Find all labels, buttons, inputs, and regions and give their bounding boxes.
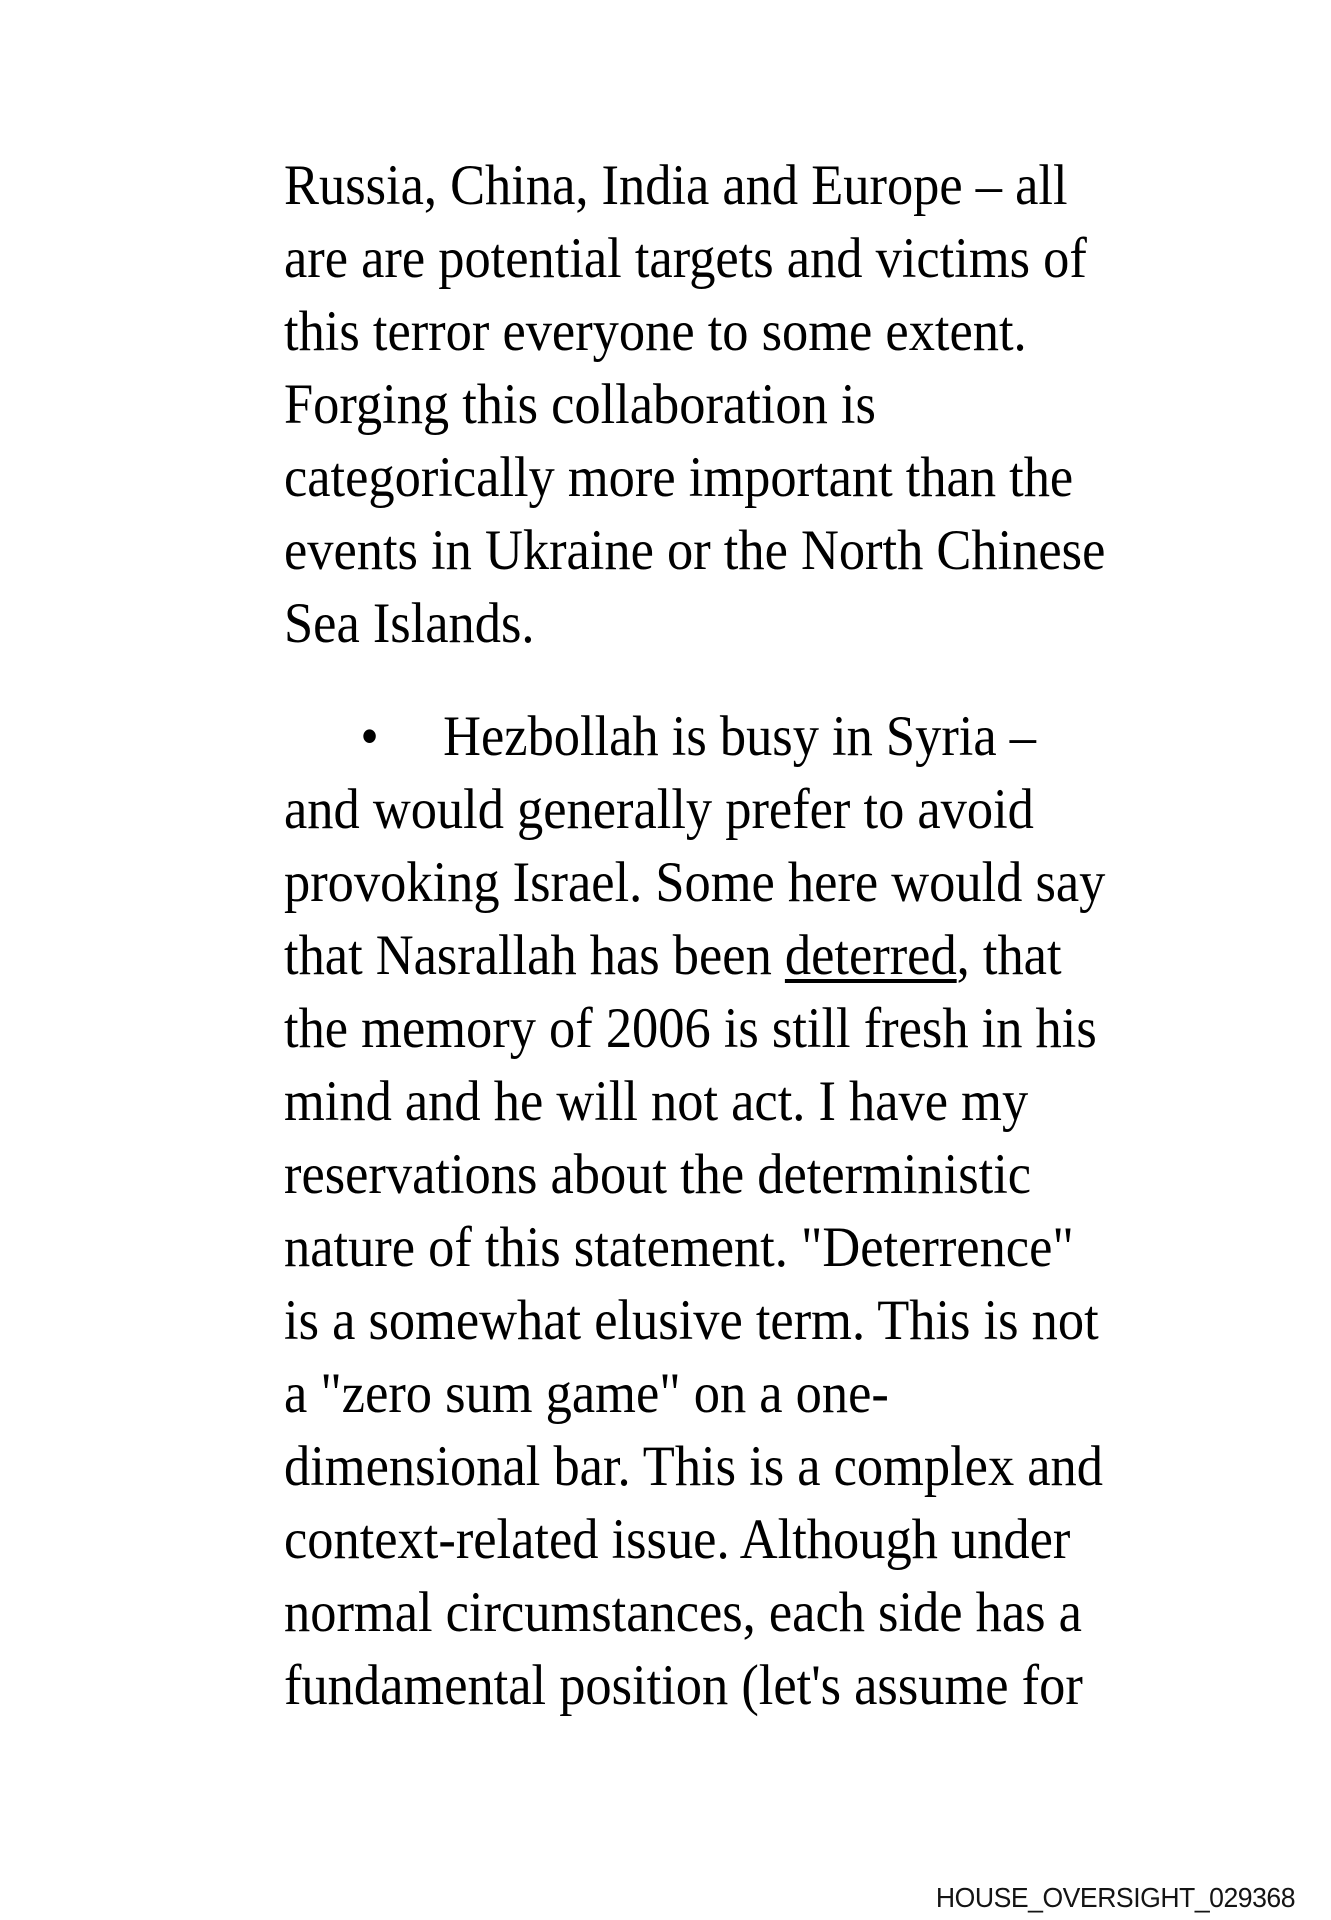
text-segment: the memory of 2006 is still fresh in his <box>284 997 1097 1060</box>
paragraph <box>284 700 1105 1722</box>
text-segment: and would generally prefer to avoid <box>284 778 1034 841</box>
text-segment: Sea Islands. <box>284 592 535 655</box>
text-segment: a "zero sum game" on a one- <box>284 1362 889 1425</box>
text-segment: Hezbollah is busy in Syria – <box>443 705 1036 768</box>
text-line <box>284 149 1105 222</box>
text-line <box>284 1284 1105 1357</box>
text-segment: nature of this statement. "Deterrence" <box>284 1216 1074 1279</box>
text-segment: dimensional bar. This is a complex and <box>284 1435 1104 1498</box>
text-line <box>284 1576 1105 1649</box>
text-segment: reservations about the deterministic <box>284 1143 1032 1206</box>
text-line <box>284 773 1105 846</box>
bullet-marker: • <box>360 705 379 768</box>
text-segment: mind and he will not act. I have my <box>284 1070 1029 1133</box>
text-line <box>284 222 1105 295</box>
text-segment: that Nasrallah has been <box>284 924 785 987</box>
text-segment: categorically more important than the <box>284 446 1074 509</box>
text-segment: provoking Israel. Some here would say <box>284 851 1106 914</box>
text-segment: , that <box>956 924 1062 987</box>
text-line <box>284 1065 1105 1138</box>
text-line <box>284 1649 1105 1722</box>
text-line <box>284 368 1105 441</box>
text-line <box>284 1357 1105 1430</box>
text-line <box>284 441 1105 514</box>
document-body-text <box>284 149 1105 1722</box>
text-line <box>284 700 1105 773</box>
text-line <box>284 1503 1105 1576</box>
text-line <box>284 919 1105 992</box>
paragraph <box>284 149 1105 660</box>
text-line <box>284 295 1105 368</box>
text-segment: Forging this collaboration is <box>284 373 876 436</box>
text-segment: fundamental position (let's assume for <box>284 1654 1083 1717</box>
text-segment: Russia, China, India and Europe – all <box>284 154 1068 217</box>
text-segment: events in Ukraine or the North Chinese <box>284 519 1106 582</box>
text-line <box>284 1430 1105 1503</box>
bates-number: HOUSE_OVERSIGHT_029368 <box>935 1882 1295 1913</box>
text-segment: this terror everyone to some extent. <box>284 300 1027 363</box>
text-line <box>284 1211 1105 1284</box>
underlined-text-segment: deterred <box>784 924 957 987</box>
text-segment: normal circumstances, each side has a <box>284 1581 1082 1644</box>
text-line <box>284 992 1105 1065</box>
text-line <box>284 587 1105 660</box>
text-line <box>284 514 1105 587</box>
text-line <box>284 1138 1105 1211</box>
text-segment: context-related issue. Although under <box>284 1508 1071 1571</box>
text-segment: is a somewhat elusive term. This is not <box>284 1289 1099 1352</box>
text-segment: are are potential targets and victims of <box>284 227 1087 290</box>
text-line <box>284 846 1105 919</box>
